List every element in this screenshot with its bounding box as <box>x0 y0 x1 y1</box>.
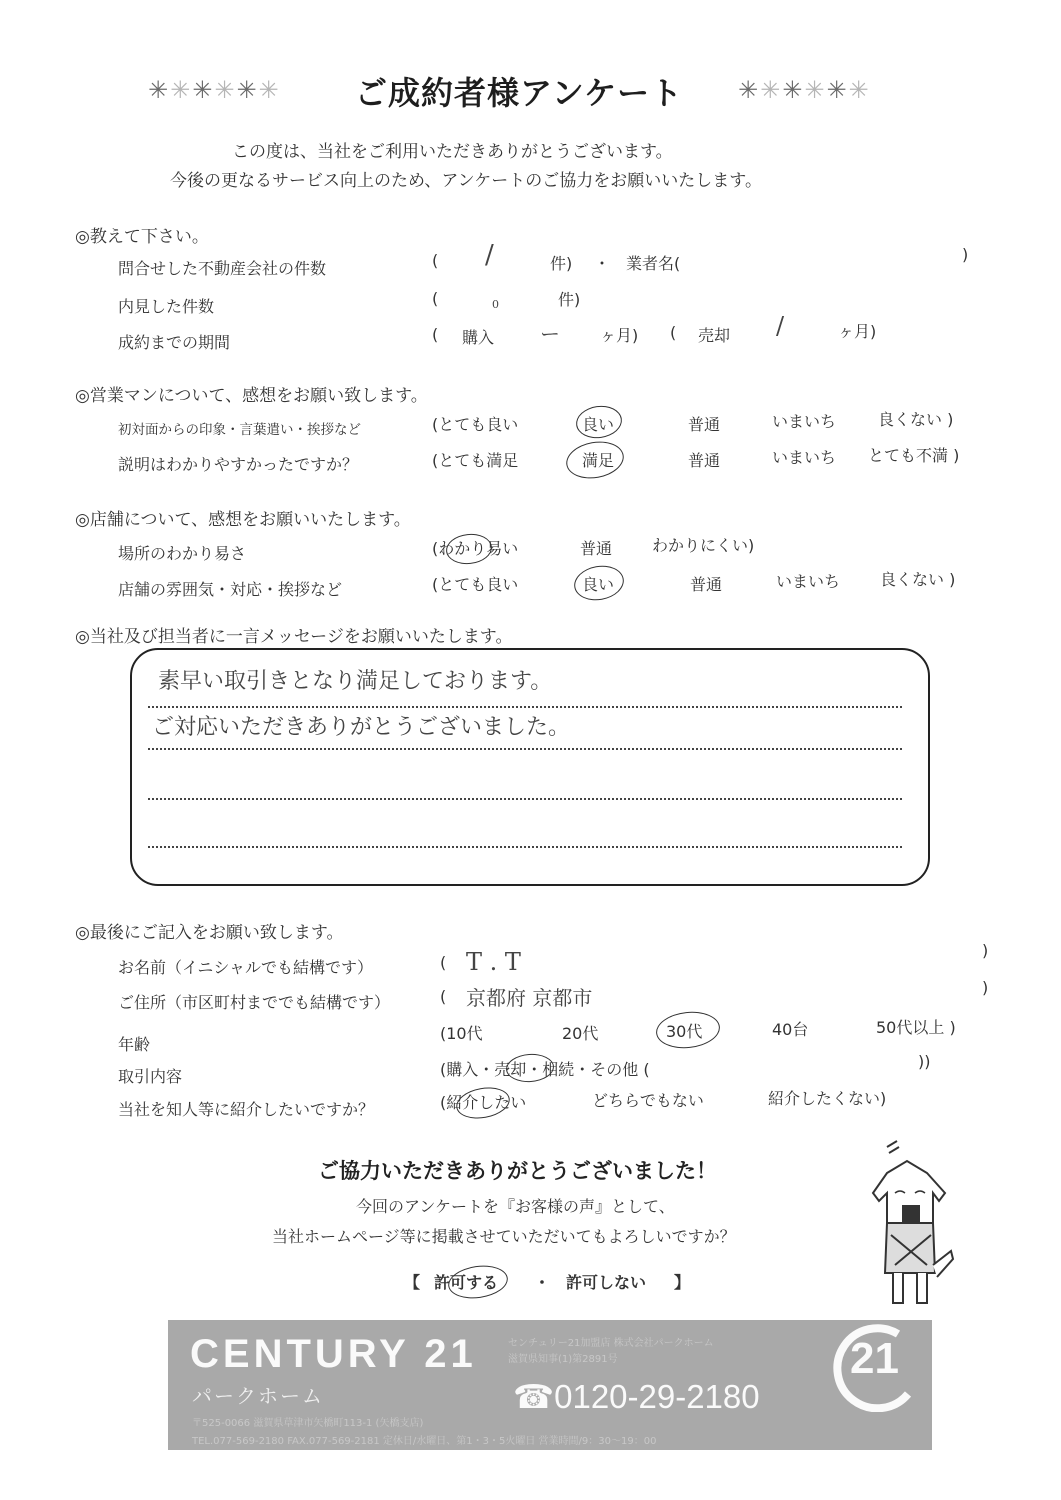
publish-question-line-1: 今回のアンケートを『お客様の声』として、 <box>356 1197 675 1216</box>
option-age-50s-plus[interactable]: 50代以上 ) <box>876 1018 956 1037</box>
company-address: 〒525-0066 滋賀県草津市矢橋町113-1 (矢橋支店) <box>192 1418 424 1429</box>
deal-type-label: 取引内容 <box>118 1067 183 1086</box>
section-store-heading: ◎店舗について、感想をお願いいたします。 <box>75 510 411 530</box>
age-label: 年齢 <box>118 1035 151 1054</box>
dotted-line <box>148 798 902 800</box>
option-so-so[interactable]: いまいち <box>772 448 837 467</box>
separator-dot: ・ <box>594 254 611 273</box>
option-not-good[interactable]: 良くない ) <box>878 410 954 429</box>
section-sales-rep-heading: ◎営業マンについて、感想をお願い致します。 <box>75 386 428 406</box>
franchise-info-line-2: 滋賀県知事(1)第2891号 <box>508 1354 618 1365</box>
publish-question-line-2: 当社ホームページ等に掲載させていただいてもよろしいですか？ <box>272 1227 736 1246</box>
option-good[interactable]: 良い <box>582 575 615 594</box>
purchase-label: 購入 <box>462 328 495 347</box>
dotted-line <box>148 846 902 848</box>
brand-name: CENTURY 21 <box>190 1332 477 1376</box>
paren-close: ) <box>962 245 969 264</box>
star-icon: ✳ <box>214 76 237 104</box>
star-icon: ✳ <box>760 76 783 104</box>
paren-open: ( <box>440 953 447 972</box>
intro-line-2: 今後の更なるサービス向上のため、アンケートのご協力をお願いいたします。 <box>170 171 762 191</box>
page-title: ご成約者様アンケート <box>355 74 684 112</box>
dotted-line <box>148 748 902 750</box>
company-name-label: 業者名( <box>626 254 681 273</box>
company-contact-hours: TEL.077-569-2180 FAX.077-569-2181 定休日/水曜日、第1・3・5火曜日 営業時間/9：30〜19：00 <box>192 1436 657 1447</box>
option-neutral[interactable]: どちらでもない <box>592 1091 704 1110</box>
name-label: お名前（イニシャルでも結構です） <box>118 958 374 977</box>
phone-number[interactable] <box>513 1377 760 1416</box>
option-normal[interactable]: 普通 <box>690 575 723 594</box>
option-easy-to-find[interactable]: (わかり易い <box>432 539 519 558</box>
question-label: 内見した件数 <box>118 297 215 316</box>
star-icon: ✳ <box>236 76 259 104</box>
option-very-satisfied[interactable]: (とても満足 <box>432 451 519 470</box>
dotted-line <box>148 706 902 708</box>
option-good[interactable]: 良い <box>582 415 615 434</box>
star-icon: ✳ <box>848 76 871 104</box>
star-icon: ✳ <box>782 76 805 104</box>
paren-close: ) <box>982 978 989 997</box>
star-icon: ✳ <box>804 76 827 104</box>
store-name: パークホーム <box>192 1384 324 1408</box>
name-input[interactable]: T . T <box>466 948 521 976</box>
star-icon: ✳ <box>258 76 281 104</box>
paren-open: ( <box>432 289 439 308</box>
option-very-good[interactable]: (とても良い <box>432 415 519 434</box>
phone-icon: ☎ <box>513 1378 555 1415</box>
question-label: 問合せした不動産会社の件数 <box>118 259 327 278</box>
paren-open: ( <box>670 323 677 342</box>
answer-purchase-months[interactable]: ー <box>540 322 560 346</box>
deal-type-options[interactable]: (購入・売却・相続・その他 ( <box>440 1060 650 1079</box>
paren-close: )) <box>918 1052 931 1071</box>
paren-open: ( <box>432 325 439 344</box>
intro-line-1: この度は、当社をご利用いただきありがとうございます。 <box>232 142 673 162</box>
company-footer-banner <box>168 1320 932 1450</box>
option-age-40s[interactable]: 40台 <box>772 1020 809 1039</box>
unit-label: ヶ月) <box>600 326 639 345</box>
dog-mascot-illustration <box>855 1135 965 1310</box>
decorative-stars-left <box>148 76 281 104</box>
bracket-open: 【 <box>404 1273 421 1292</box>
paren-close: ) <box>982 941 989 960</box>
option-normal[interactable]: 普通 <box>688 415 721 434</box>
answer-viewing-count[interactable]: 0 <box>492 298 499 311</box>
answer-inquiry-count[interactable]: / <box>485 240 494 270</box>
logo-number: 21 <box>850 1334 899 1383</box>
message-line-2[interactable]: ご対応いただきありがとうございました。 <box>152 715 571 740</box>
option-age-30s[interactable]: 30代 <box>666 1022 703 1041</box>
referral-label: 当社を知人等に紹介したいですか？ <box>118 1100 375 1119</box>
star-icon: ✳ <box>826 76 849 104</box>
question-label: 店舗の雰囲気・対応・挨拶など <box>118 580 343 599</box>
separator-dot: ・ <box>534 1273 551 1292</box>
star-icon: ✳ <box>192 76 215 104</box>
star-icon: ✳ <box>170 76 193 104</box>
unit-label: ヶ月) <box>838 322 877 341</box>
sale-label: 売却 <box>698 326 731 345</box>
option-satisfied[interactable]: 満足 <box>582 451 615 470</box>
paren-open: ( <box>440 987 447 1006</box>
answer-sale-months[interactable]: / <box>776 312 785 340</box>
address-input[interactable]: 京都府 京都市 <box>466 986 593 1010</box>
option-age-10s[interactable]: (10代 <box>440 1024 483 1043</box>
option-so-so[interactable]: いまいち <box>776 572 841 591</box>
franchise-info-line-1: センチュリー21加盟店 株式会社パークホーム <box>508 1338 714 1349</box>
option-normal[interactable]: 普通 <box>580 539 613 558</box>
star-icon: ✳ <box>738 76 761 104</box>
option-very-good[interactable]: (とても良い <box>432 575 519 594</box>
thanks-heading: ご協力いただきありがとうございました！ <box>318 1159 717 1183</box>
question-label: 場所のわかり易さ <box>118 544 247 563</box>
option-hard-to-find[interactable]: わかりにくい) <box>652 536 755 555</box>
section-message-heading: ◎当社及び担当者に一言メッセージをお願いいたします。 <box>75 627 513 647</box>
option-not-good[interactable]: 良くない ) <box>880 570 956 589</box>
question-label: 成約までの期間 <box>118 333 231 352</box>
message-line-1[interactable]: 素早い取引きとなり満足しております。 <box>158 669 553 694</box>
option-normal[interactable]: 普通 <box>688 451 721 470</box>
option-not-want-to-refer[interactable]: 紹介したくない) <box>768 1089 887 1108</box>
section-inquiry-heading: ◎教えて下さい。 <box>75 227 209 247</box>
question-label: 説明はわかりやすかったですか？ <box>118 455 359 474</box>
unit-label: 件) <box>558 290 581 309</box>
section-personal-info-heading: ◎最後にご記入をお願い致します。 <box>75 923 344 943</box>
decorative-stars-right <box>738 76 871 104</box>
question-label: 初対面からの印象・言葉遣い・挨拶など <box>118 422 361 438</box>
unit-label: 件) <box>550 254 573 273</box>
bracket-close: 】 <box>674 1273 691 1292</box>
address-label: ご住所（市区町村まででも結構です） <box>118 993 391 1012</box>
option-age-20s[interactable]: 20代 <box>562 1024 599 1043</box>
paren-open: ( <box>432 251 439 270</box>
phone-number-text: 0120-29-2180 <box>554 1378 760 1415</box>
deny-option[interactable]: 許可しない <box>566 1273 647 1292</box>
star-icon: ✳ <box>148 76 171 104</box>
option-very-dissatisfied[interactable]: とても不満 ) <box>868 446 960 465</box>
option-want-to-refer[interactable]: (紹介したい <box>440 1093 527 1112</box>
permit-option[interactable]: 許可する <box>434 1273 499 1292</box>
option-so-so[interactable]: いまいち <box>772 412 837 431</box>
